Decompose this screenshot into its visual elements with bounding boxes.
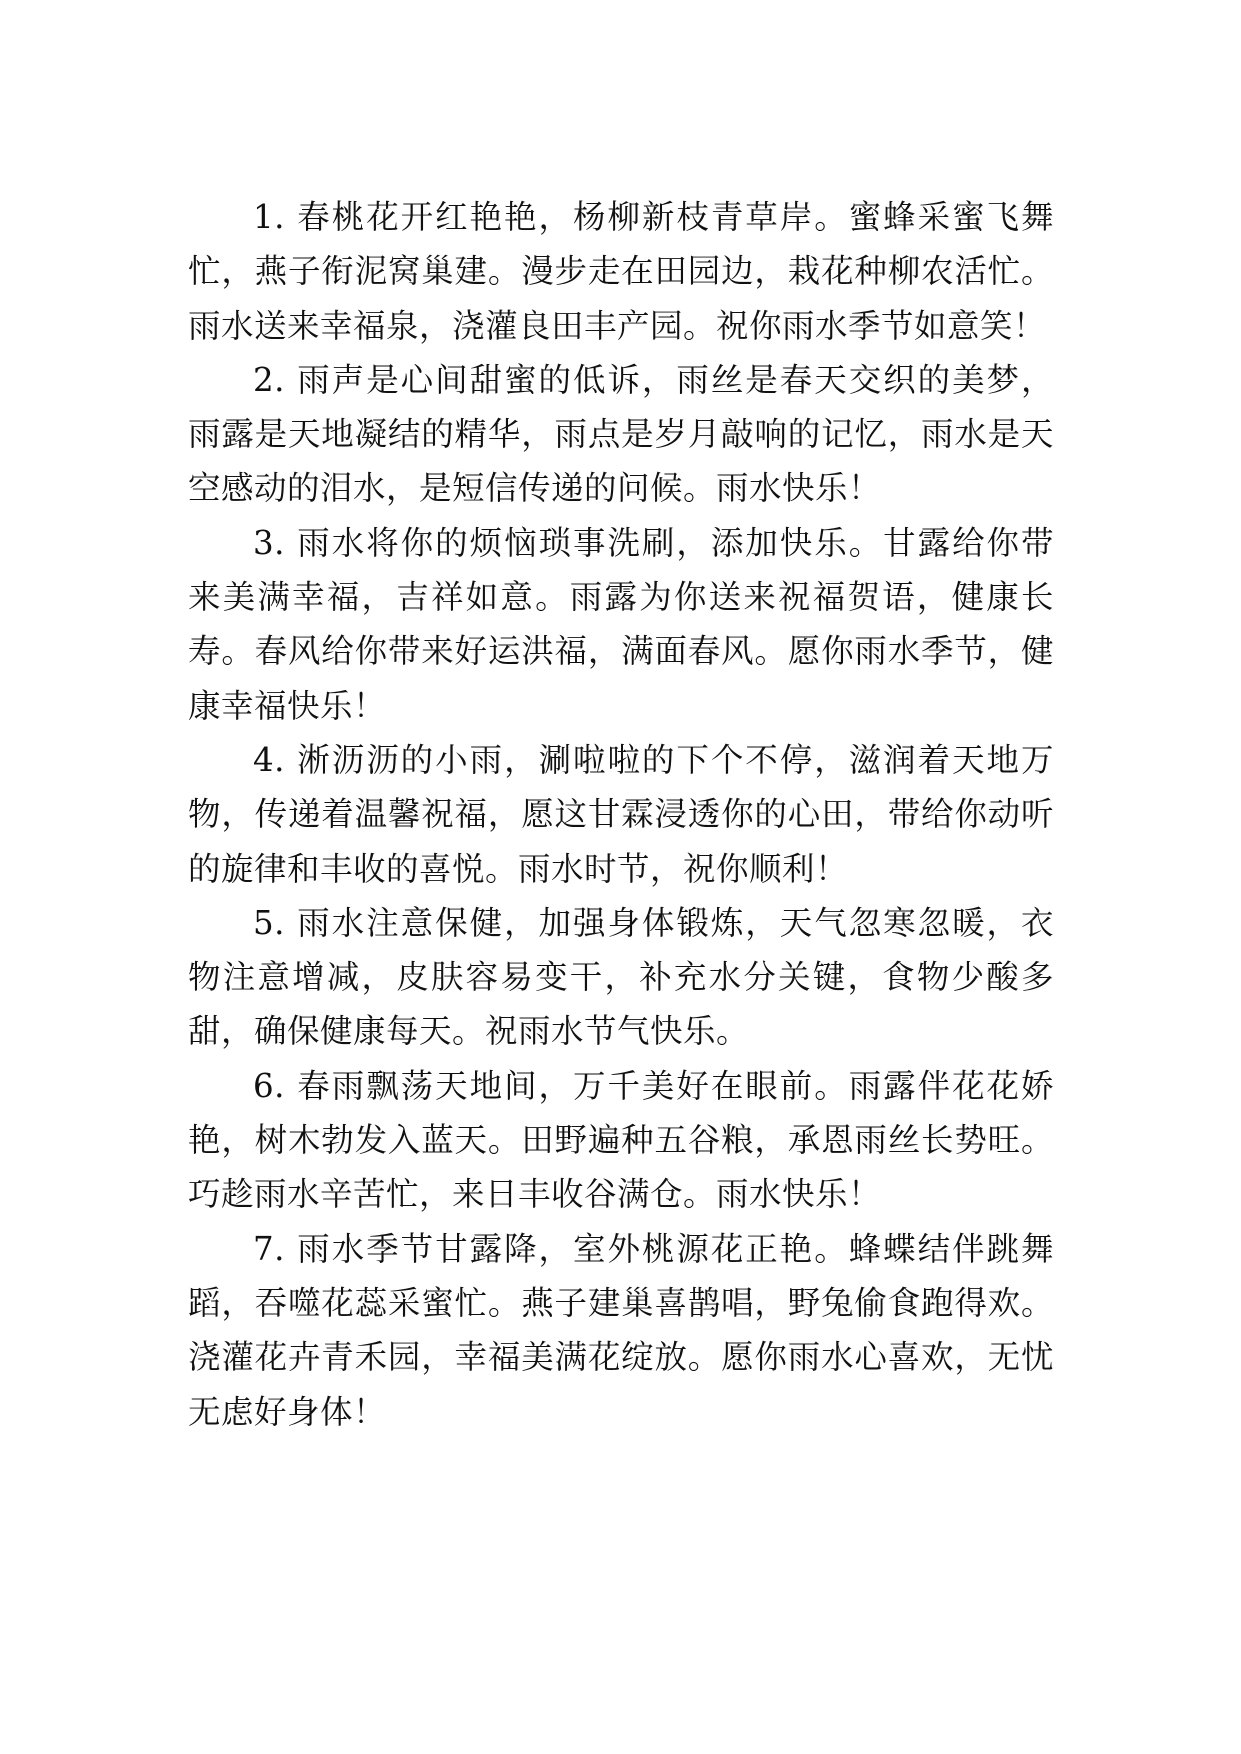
paragraph-5: 5. 雨水注意保健，加强身体锻炼，天气忽寒忽暖，衣物注意增减，皮肤容易变干，补充水分关键，食物少酸多甜，确保健康每天。祝雨水节气快乐。	[188, 903, 1054, 1051]
paragraph-6: 6. 春雨飘荡天地间，万千美好在眼前。雨露伴花花娇艳，树木勃发入蓝天。田野遍种五谷粮，承恩雨丝长势旺。巧趁雨水辛苦忙，来日丰收谷满仓。雨水快乐！	[188, 1066, 1054, 1214]
document-body	[188, 190, 1054, 1439]
paragraph-2: 2. 雨声是心间甜蜜的低诉，雨丝是春天交织的美梦，雨露是天地凝结的精华，雨点是岁月敲响的记忆，雨水是天空感动的泪水，是短信传递的问候。雨水快乐！	[188, 360, 1054, 508]
paragraph-7: 7. 雨水季节甘露降，室外桃源花正艳。蜂蝶结伴跳舞蹈，吞噬花蕊采蜜忙。燕子建巢喜鹊唱，野兔偷食跑得欢。浇灌花卉青禾园，幸福美满花绽放。愿你雨水心喜欢，无忧无虑好身体！	[188, 1229, 1054, 1431]
paragraph-3: 3. 雨水将你的烦恼琐事洗刷，添加快乐。甘露给你带来美满幸福，吉祥如意。雨露为你送来祝福贺语，健康长寿。春风给你带来好运洪福，满面春风。愿你雨水季节，健康幸福快乐！	[188, 523, 1054, 725]
paragraph-4: 4. 淅沥沥的小雨，涮啦啦的下个不停，滋润着天地万物，传递着温馨祝福，愿这甘霖浸透你的心田，带给你动听的旋律和丰收的喜悦。雨水时节，祝你顺利！	[188, 740, 1054, 888]
paragraph-1: 1. 春桃花开红艳艳，杨柳新枝青草岸。蜜蜂采蜜飞舞忙，燕子衔泥窝巢建。漫步走在田园边，栽花种柳农活忙。雨水送来幸福泉，浇灌良田丰产园。祝你雨水季节如意笑！	[188, 198, 1054, 345]
